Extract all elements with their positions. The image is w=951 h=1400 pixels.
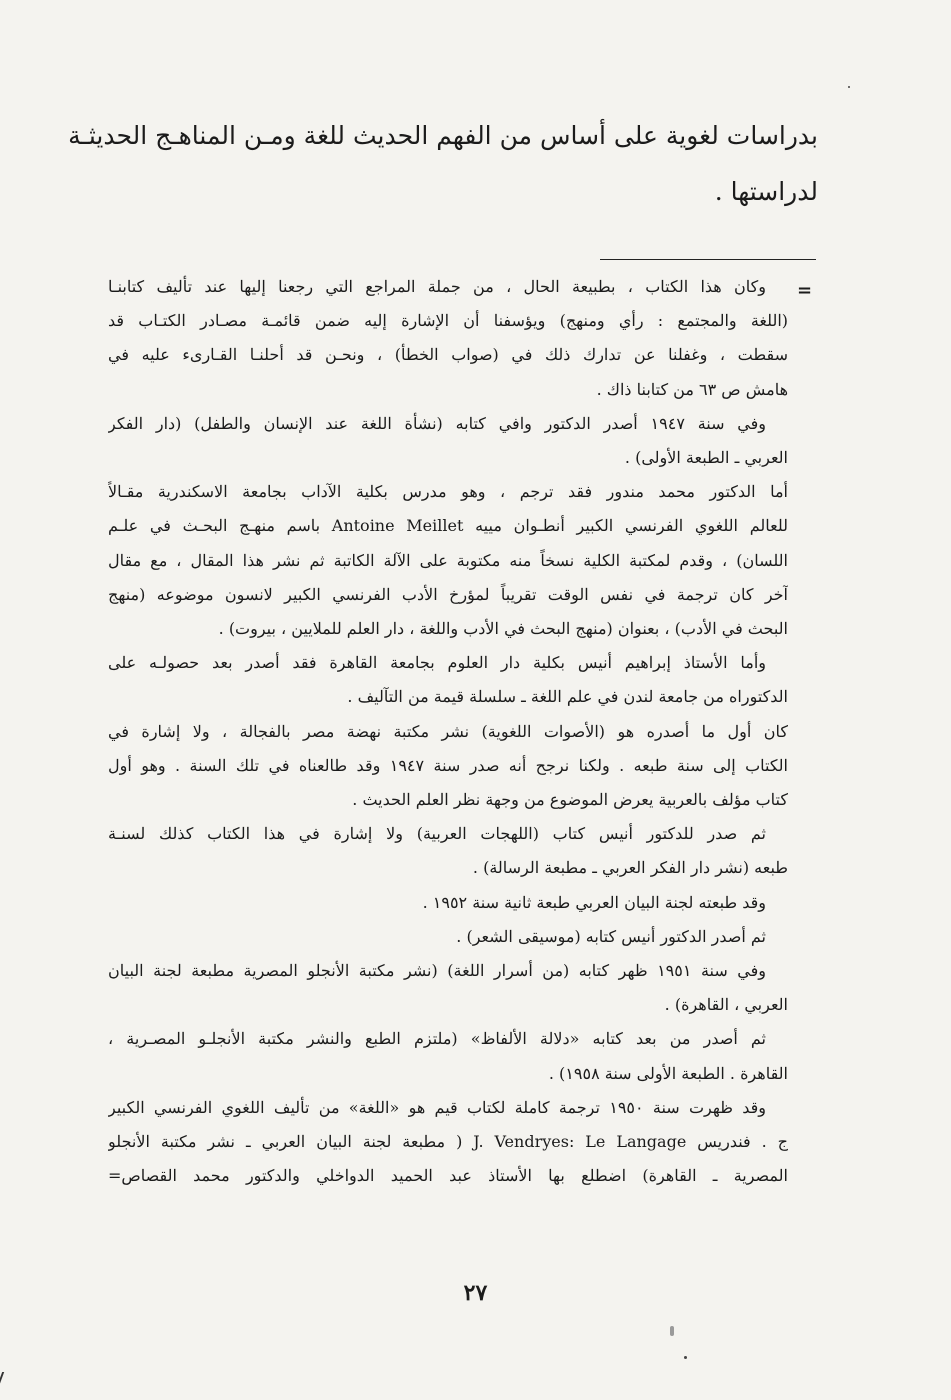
footnote-line: البحث في الأدب) ، بعنوان (منهج البحث في الأدب واللغة ، دار العلم للملايين ، بيروت) .	[218, 619, 788, 639]
footnote-line: وفي سنة ١٩٤٧ أصدر الدكتور وافي كتابه (نشأة اللغة عند الإنسان والطفل) (دار الفكر	[108, 413, 766, 433]
scan-smudge	[670, 1326, 674, 1336]
scan-speck	[684, 1356, 687, 1359]
scan-corner-mark	[0, 1372, 14, 1384]
footnote-line: ثم أصدر الدكتور أنيس كتابه (موسيقى الشعر) .	[456, 926, 766, 946]
footnote-line: ج . فندريس J. Vendryes: Le Langage ( مطبعة لجنة البيان العربي ـ نشر مكتبة الأنجلو	[108, 1132, 788, 1152]
main-paragraph	[68, 108, 818, 220]
footnote-line: الدكتوراه من جامعة لندن في علم اللغة ـ سلسلة قيمة من التآليف .	[347, 687, 788, 707]
footnote-line: ثم صدر للدكتور أنيس كتاب (اللهجات العربية) ولا إشارة في هذا الكتاب كذلك لسنـة	[108, 824, 767, 844]
footnote-line: المصرية ـ القاهرة) اضطلع بها الأستاذ عبد الحميد الدواخلي والدكتور محمد القصاص=	[108, 1166, 788, 1186]
scan-speck	[848, 86, 850, 88]
footnote-line: (اللغة والمجتمع : رأي ومنهج) ويؤسفنا أن الإشارة إليه ضمن قائمـة مصـادر الكتـاب قد	[108, 311, 788, 331]
footnote-line: وقد طبعته لجنة البيان العربي طبعة ثانية سنة ١٩٥٢ .	[422, 892, 766, 912]
footnote-line: العربي ـ الطبعة الأولى) .	[624, 448, 788, 468]
footnote-separator	[600, 259, 816, 260]
footnote-line: سقطت ، وغفلنا عن تدارك ذلك في (صواب الخطأ) ، ونحـن قد أحلنـا القـارىء عليه في	[108, 345, 788, 365]
footnote-line: القاهرة . الطبعة الأولى سنة ١٩٥٨) .	[548, 1063, 788, 1083]
footnote-line: أما الدكتور محمد مندور فقد ترجم ، وهو مدرس بكلية الآداب بجامعة الاسكندرية مقـالاً	[108, 482, 788, 502]
footnote-line: وكان هذا الكتاب ، بطبيعة الحال ، من جملة المراجع التي رجعنا إليها عند تأليف كتابنـا	[108, 277, 766, 296]
footnote-line: هامش ص ٦٣ من كتابنا ذاك .	[596, 379, 788, 399]
footnote-line: الكتاب إلى سنة طبعه . ولكنا نرجح أنه صدر سنة ١٩٤٧ وقد طالعناه في تلك السنة . وهو أول	[108, 755, 788, 775]
main-line: لدراستها .	[714, 177, 818, 206]
footnote-line: العربي ، القاهرة) .	[664, 995, 788, 1015]
footnote-line: ثم أصدر من بعد كتابه «دلالة الألفاظ» (ملتزم الطبع والنشر مكتبة الأنجلـو المصـرية ،	[108, 1029, 767, 1049]
page-number: ٢٧	[463, 1280, 488, 1306]
footnote-line: للعالم اللغوي الفرنسي الكبير أنطـوان مييه Antoine Meillet باسم منهـج البحـث في علـم	[108, 516, 788, 536]
footnote-line: كتاب مؤلف بالعربية يعرض الموضوع من وجهة نظر العلم الحديث .	[352, 790, 788, 810]
footnotes	[108, 270, 788, 1193]
footnote-line: اللسان) ، وقدم لمكتبة الكلية نسخاً منه مكتوبة على الآلة الكاتبة ثم نشر هذا المقال ، مع مقال	[108, 550, 788, 570]
footnote-line: وقد ظهرت سنة ١٩٥٠ ترجمة كاملة لكتاب قيم هو «اللغة» من تأليف اللغوي الفرنسي الكبير	[108, 1097, 767, 1117]
footnote-line: وأما الأستاذ إبراهيم أنيس بكلية دار العلوم بجامعة القاهرة فقد أصدر بعد حصولـه على	[108, 653, 766, 673]
footnote-line: وفي سنة ١٩٥١ ظهر كتابه (من أسرار اللغة) (نشر مكتبة الأنجلو المصرية مطبعة لجنة البيان	[108, 961, 766, 981]
main-line: بدراسات لغوية على أساس من الفهم الحديث للغة ومـن المناهـج الحديثـة	[68, 121, 818, 150]
footnote-line: طبعه (نشر دار الفكر العربي ـ مطبعة الرسالة) .	[472, 858, 788, 878]
footnote-line: كان أول ما أصدره هو (الأصوات اللغوية) نشر مكتبة نهضة مصر بالفجالة ، ولا إشارة في	[108, 721, 788, 741]
footnote-line: آخر كان ترجمة في نفس الوقت تقريباً لمؤرخ الأدب الفرنسي الكبير لانسون موضوعه (منهج	[108, 584, 788, 604]
footnote-continuation-marker: =	[797, 280, 813, 301]
